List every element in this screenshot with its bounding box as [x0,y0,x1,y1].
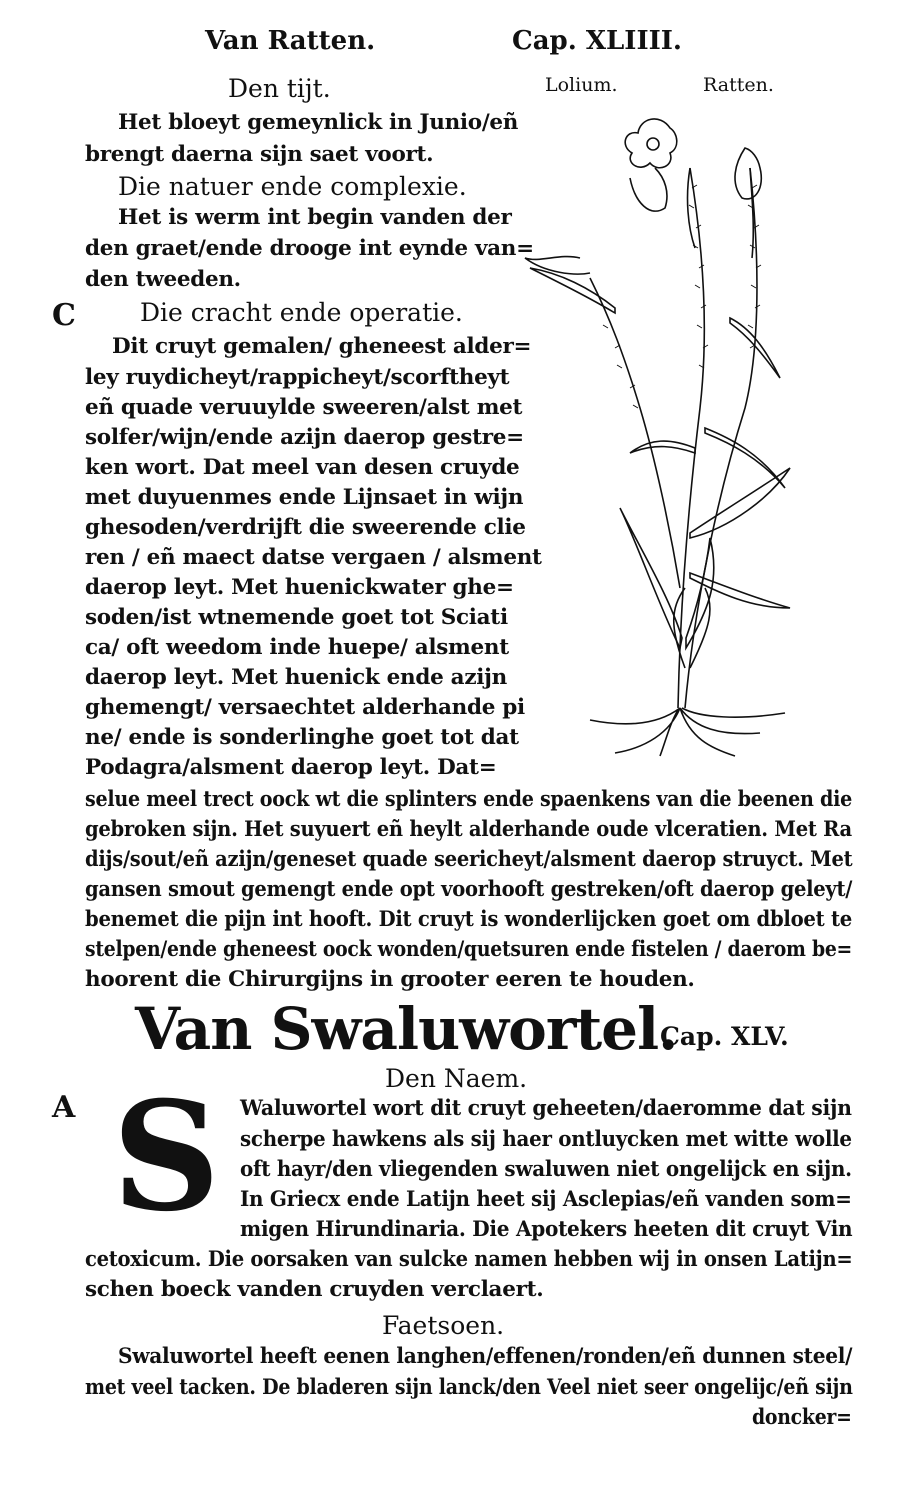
text-line: Podagra/alsment daerop leyt. Dat= [85,755,497,780]
text-line: ca/ oft weedom inde huepe/ alsment [85,635,509,660]
text-line: Swaluwortel heeft eenen langhen/effenen/ronden/eñ dunnen steel/ [118,1344,853,1369]
text-line: ghesoden/verdrijft die sweerende clie [85,515,526,540]
section-heading-den-tijt: Den tijt. [228,74,331,103]
plant-woodcut-illustration [520,108,840,758]
text-line: ren / eñ maect datse vergaen / alsment [85,545,542,570]
text-line: selue meel trect oock wt die splinters ende spaenkens van die beenen die [85,787,852,812]
text-line: ken wort. Dat meel van desen cruyde [85,455,520,480]
section-heading-cracht: Die cracht ende operatie. [140,298,463,327]
text-line: oft hayr/den vliegenden swaluwen niet ongelijck en sijn. [240,1157,852,1182]
margin-letter-c: C [52,298,76,333]
text-line: Dit cruyt gemalen/ gheneest alder= [112,334,532,359]
text-line: den graet/ende drooge int eynde van= [85,236,534,261]
catchword: doncker= [752,1405,852,1430]
text-line: den tweeden. [85,267,241,292]
text-line: In Griecx ende Latijn heet sij Asclepias/eñ vanden som= [240,1187,852,1212]
figure-label-latin: Lolium. [545,74,618,96]
text-line: brengt daerna sijn saet voort. [85,142,434,167]
section-heading-natuer: Die natuer ende complexie. [118,172,467,201]
section-heading-faetsoen: Faetsoen. [382,1311,505,1340]
running-title: Van Ratten. [205,26,376,56]
text-line: gebroken sijn. Het suyuert eñ heylt alderhande oude vlceratien. Met Ra [85,817,852,842]
text-line: ne/ ende is sonderlinghe goet tot dat [85,725,519,750]
text-line: cetoxicum. Die oorsaken van sulcke namen hebben wij in onsen Latijn= [85,1247,853,1272]
text-line: met duyuenmes ende Lijnsaet in wijn [85,485,524,510]
text-line: gansen smout gemengt ende opt voorhooft gestreken/oft daerop geleyt/ [85,877,853,902]
text-line: ghemengt/ versaechtet alderhande pi [85,695,525,720]
text-line: ley ruydicheyt/rappicheyt/scorftheyt [85,365,510,390]
text-line: solfer/wijn/ende azijn daerop gestre= [85,425,524,450]
margin-letter-a: A [52,1090,76,1125]
chapter-number: Cap. XLV. [660,1022,789,1051]
text-line: scherpe hawkens als sij haer ontluycken met witte wolle [240,1127,852,1152]
section-heading-naem: Den Naem. [385,1064,528,1093]
text-line: benemet die pijn int hooft. Dit cruyt is wonderlijcken goet om dbloet te [85,907,853,932]
text-line: Het is werm int begin vanden der [118,205,512,230]
text-line: met veel tacken. De bladeren sijn lanck/den Veel niet seer ongelijc/eñ sijn [85,1375,853,1400]
text-line: eñ quade veruuylde sweeren/alst met [85,395,523,420]
chapter-title: Van Swaluwortel. [135,995,678,1063]
text-line: dijs/sout/eñ azijn/geneset quade seericheyt/alsment daerop struyct. Met [85,847,853,872]
text-line: soden/ist wtnemende goet tot Sciati [85,605,508,630]
text-line: stelpen/ende gheneest oock wonden/quetsuren ende fistelen / daerom be= [85,937,853,962]
text-line: Het bloeyt gemeynlick in Junio/eñ [118,110,519,135]
text-line: migen Hirundinaria. Die Apotekers heeten dit cruyt Vin [240,1217,853,1242]
text-line: Waluwortel wort dit cruyt geheeten/daeromme dat sijn [240,1096,852,1121]
drop-cap-initial: S [112,1069,221,1245]
text-line: daerop leyt. Met huenick ende azijn [85,665,507,690]
figure-label-dutch: Ratten. [703,74,774,96]
text-line: schen boeck vanden cruyden verclaert. [85,1277,544,1302]
chapter-number: Cap. XLIIII. [512,26,682,56]
text-line: hoorent die Chirurgijns in grooter eeren te houden. [85,967,695,992]
text-line: daerop leyt. Met huenickwater ghe= [85,575,514,600]
